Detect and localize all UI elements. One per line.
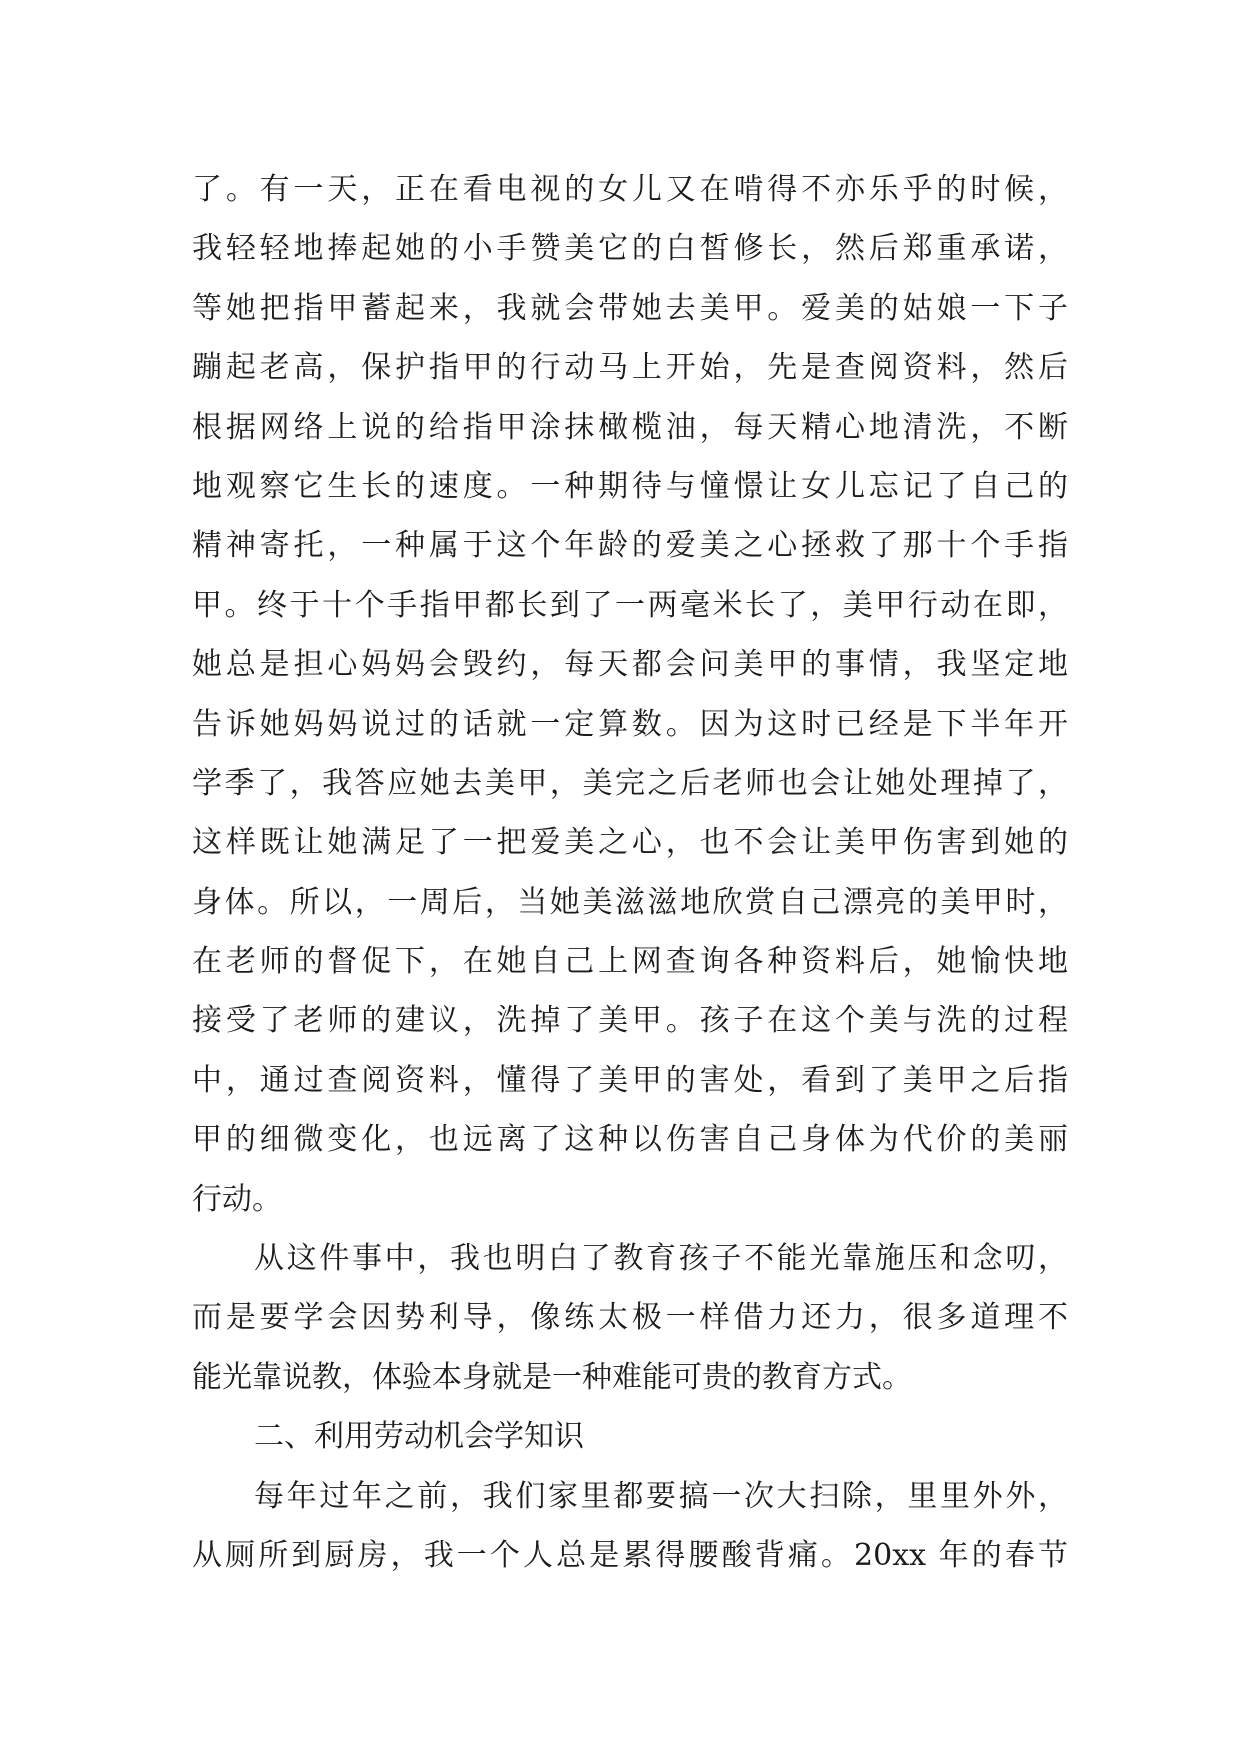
text-line: 在老师的督促下，在她自己上网查询各种资料后，她愉快地 <box>192 944 1068 980</box>
document-page <box>192 160 1068 1585</box>
text-line: 二、利用劳动机会学知识 <box>254 1419 584 1455</box>
text-line: 她总是担心妈妈会毁约，每天都会问美甲的事情，我坚定地 <box>192 647 1068 683</box>
text-line: 地观察它生长的速度。一种期待与憧憬让女儿忘记了自己的 <box>192 468 1068 504</box>
text-line: 学季了，我答应她去美甲，美完之后老师也会让她处理掉了， <box>192 765 1068 801</box>
text-line: 告诉她妈妈说过的话就一定算数。因为这时已经是下半年开 <box>192 706 1068 742</box>
text-line: 蹦起老高，保护指甲的行动马上开始，先是查阅资料，然后 <box>192 350 1068 386</box>
text-line: 我轻轻地捧起她的小手赞美它的白皙修长，然后郑重承诺， <box>192 231 1068 267</box>
text-line: 而是要学会因势利导，像练太极一样借力还力，很多道理不 <box>192 1300 1068 1336</box>
text-line: 精神寄托，一种属于这个年龄的爱美之心拯救了那十个手指 <box>192 528 1068 564</box>
text-line: 每年过年之前，我们家里都要搞一次大扫除，里里外外， <box>254 1478 1068 1514</box>
text-line: 甲。终于十个手指甲都长到了一两毫米长了，美甲行动在即， <box>192 587 1068 623</box>
text-line: 能光靠说教，体验本身就是一种难能可贵的教育方式。 <box>192 1359 912 1395</box>
text-line: 从厕所到厨房，我一个人总是累得腰酸背痛。20xx 年的春节 <box>192 1537 1068 1573</box>
text-line: 根据网络上说的给指甲涂抹橄榄油，每天精心地清洗，不断 <box>192 409 1068 445</box>
text-line: 身体。所以，一周后，当她美滋滋地欣赏自己漂亮的美甲时， <box>192 884 1068 920</box>
text-line: 了。有一天，正在看电视的女儿又在啃得不亦乐乎的时候， <box>192 172 1068 207</box>
text-line: 接受了老师的建议，洗掉了美甲。孩子在这个美与洗的过程 <box>192 1003 1068 1039</box>
text-line: 这样既让她满足了一把爱美之心，也不会让美甲伤害到她的 <box>192 825 1068 861</box>
text-line: 中，通过查阅资料，懂得了美甲的害处，看到了美甲之后指 <box>192 1062 1068 1098</box>
text-line: 从这件事中，我也明白了教育孩子不能光靠施压和念叨， <box>254 1241 1068 1277</box>
text-line: 等她把指甲蓄起来，我就会带她去美甲。爱美的姑娘一下子 <box>192 290 1068 326</box>
text-line: 甲的细微变化，也远离了这种以伤害自己身体为代价的美丽 <box>192 1122 1068 1158</box>
text-line: 行动。 <box>192 1181 282 1217</box>
